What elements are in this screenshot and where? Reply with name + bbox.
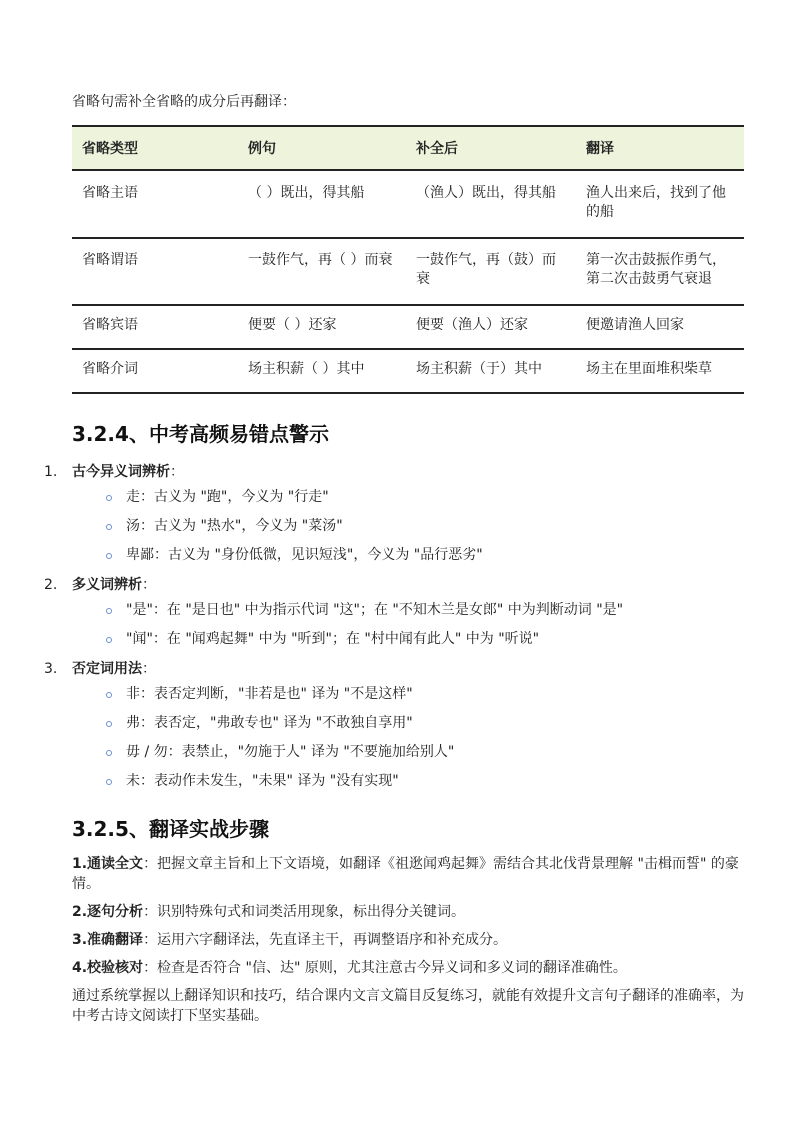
table-cell: 省略介词 — [72, 349, 238, 393]
step-paragraph — [72, 854, 744, 894]
table-cell: 第一次击鼓振作勇气，第二次击鼓勇气衰退 — [576, 238, 744, 305]
table-cell: 渔人出来后，找到了他的船 — [576, 170, 744, 238]
sub-list-item: "是"：在 "是日也" 中为指示代词 "这"；在 "不知木兰是女郎" 中为判断动词 "是" — [106, 600, 744, 620]
document-page — [44, 92, 744, 1026]
omission-table — [72, 125, 744, 394]
table-row — [72, 349, 744, 393]
intro-text: 省略句需补全省略的成分后再翻译： — [72, 94, 296, 110]
sub-list-item: 走：古义为 "跑"，今义为 "行走" — [106, 487, 744, 507]
step-label: 2.逐句分析 — [72, 904, 144, 920]
list-number: 3. — [44, 661, 58, 677]
section-heading-steps: 3.2.5、翻译实战步骤 — [72, 817, 269, 841]
step-paragraph — [72, 930, 744, 950]
table-row — [72, 305, 744, 349]
table-cell: 一鼓作气，再（鼓）而衰 — [406, 238, 576, 305]
table-cell: 场主在里面堆积柴草 — [576, 349, 744, 393]
list-number: 2. — [44, 577, 58, 593]
point-title: 古今异义词辨析 — [72, 464, 170, 480]
table-cell: 省略主语 — [72, 170, 238, 238]
step-label: 1.通读全文 — [72, 856, 144, 872]
list-item — [44, 461, 744, 565]
sub-list — [72, 684, 744, 791]
sub-list — [72, 600, 744, 649]
point-colon: ： — [142, 661, 156, 677]
table-header-cell: 例句 — [238, 126, 406, 170]
table-cell: 便要（渔人）还家 — [406, 305, 576, 349]
sub-list-item: 弗：表否定，"弗敢专也" 译为 "不敢独自享用" — [106, 713, 744, 733]
point-colon: ： — [142, 577, 156, 593]
step-paragraph — [72, 958, 744, 978]
table-header-cell: 翻译 — [576, 126, 744, 170]
error-points-list — [44, 461, 744, 791]
sub-list-item: 汤：古义为 "热水"，今义为 "菜汤" — [106, 516, 744, 536]
table-cell: 一鼓作气，再（ ）而衰 — [238, 238, 406, 305]
table-cell: （ ）既出，得其船 — [238, 170, 406, 238]
section-heading-errors: 3.2.4、中考高频易错点警示 — [72, 422, 329, 446]
point-colon: ： — [170, 464, 184, 480]
sub-list-item: 未：表动作未发生，"未果" 译为 "没有实现" — [106, 771, 744, 791]
table-cell: 便要（ ）还家 — [238, 305, 406, 349]
step-text: ：识别特殊句式和词类活用现象，标出得分关键词。 — [143, 904, 466, 920]
sub-list — [72, 487, 744, 565]
list-item — [44, 658, 744, 791]
step-text: ：检查是否符合 "信、达" 原则，尤其注意古今异义词和多义词的翻译准确性。 — [143, 960, 627, 976]
summary-paragraph: 通过系统掌握以上翻译知识和技巧，结合课内文言文篇目反复练习，就能有效提升文言句子翻译的准确率，为中考古诗文阅读打下坚实基础。 — [72, 988, 744, 1024]
table-cell: 场主积薪（ ）其中 — [238, 349, 406, 393]
table-cell: （渔人）既出，得其船 — [406, 170, 576, 238]
list-item — [44, 574, 744, 649]
sub-list-item: 非：表否定判断，"非若是也" 译为 "不是这样" — [106, 684, 744, 704]
step-label: 4.校验核对 — [72, 960, 144, 976]
sub-list-item: 毋 / 勿：表禁止，"勿施于人" 译为 "不要施加给别人" — [106, 742, 744, 762]
table-row — [72, 238, 744, 305]
table-cell: 便邀请渔人回家 — [576, 305, 744, 349]
table-header-row — [72, 126, 744, 170]
point-title: 否定词用法 — [72, 661, 142, 677]
step-text: ：运用六字翻译法，先直译主干，再调整语序和补充成分。 — [143, 932, 508, 948]
table-cell: 省略谓语 — [72, 238, 238, 305]
step-label: 3.准确翻译 — [72, 932, 144, 948]
point-title: 多义词辨析 — [72, 577, 142, 593]
list-number: 1. — [44, 464, 58, 480]
table-cell: 场主积薪（于）其中 — [406, 349, 576, 393]
table-header-cell: 省略类型 — [72, 126, 238, 170]
sub-list-item: 卑鄙：古义为 "身份低微，见识短浅"，今义为 "品行恶劣" — [106, 545, 744, 565]
table-header-cell: 补全后 — [406, 126, 576, 170]
step-paragraph — [72, 902, 744, 922]
sub-list-item: "闻"：在 "闻鸡起舞" 中为 "听到"；在 "村中闻有此人" 中为 "听说" — [106, 629, 744, 649]
table-cell: 省略宾语 — [72, 305, 238, 349]
step-text: ：把握文章主旨和上下文语境，如翻译《祖逖闻鸡起舞》需结合其北伐背景理解 "击楫而誓" 的豪情。 — [72, 856, 739, 892]
table-row — [72, 170, 744, 238]
